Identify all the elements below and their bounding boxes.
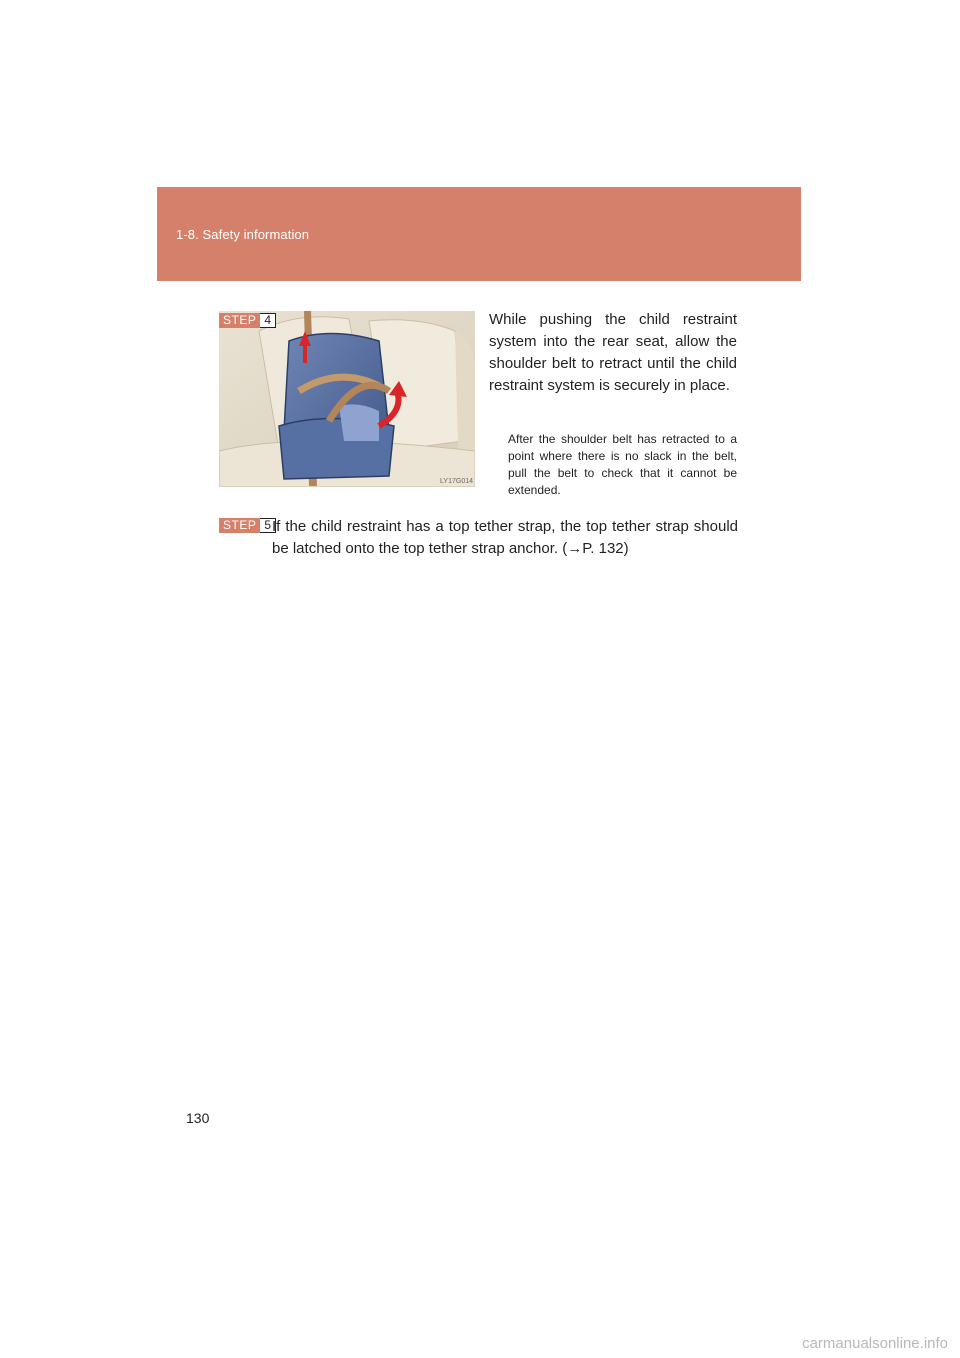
page-number: 130	[186, 1110, 210, 1126]
section-header-band	[157, 187, 801, 281]
figure-code: LY17G014	[440, 478, 473, 485]
step-5-instruction: If the child restraint has a top tether strap, the top tether strap should be latched onto the top tether strap anchor. (→P. 132)	[272, 518, 738, 557]
step-4-instruction: While pushing the child restraint system into the rear seat, allow the shoulder belt to retract until the child restraint system is securely in place.	[489, 311, 737, 394]
step-5-badge	[219, 518, 276, 533]
step-badge-number: 4	[260, 313, 276, 328]
step-badge-number: 5	[260, 518, 276, 533]
watermark-text: carmanualsonline.info	[802, 1335, 948, 1352]
step-4-note: After the shoulder belt has retracted to a point where there is no slack in the belt, pull the belt to check that it cannot be extended.	[508, 432, 737, 497]
step-badge-word: STEP	[219, 518, 260, 533]
child-seat-illustration	[219, 311, 475, 487]
step-4-badge	[219, 313, 276, 328]
step-badge-word: STEP	[219, 313, 260, 328]
section-title: 1-8. Safety information	[176, 227, 310, 242]
child-seat-drawing	[219, 311, 475, 487]
